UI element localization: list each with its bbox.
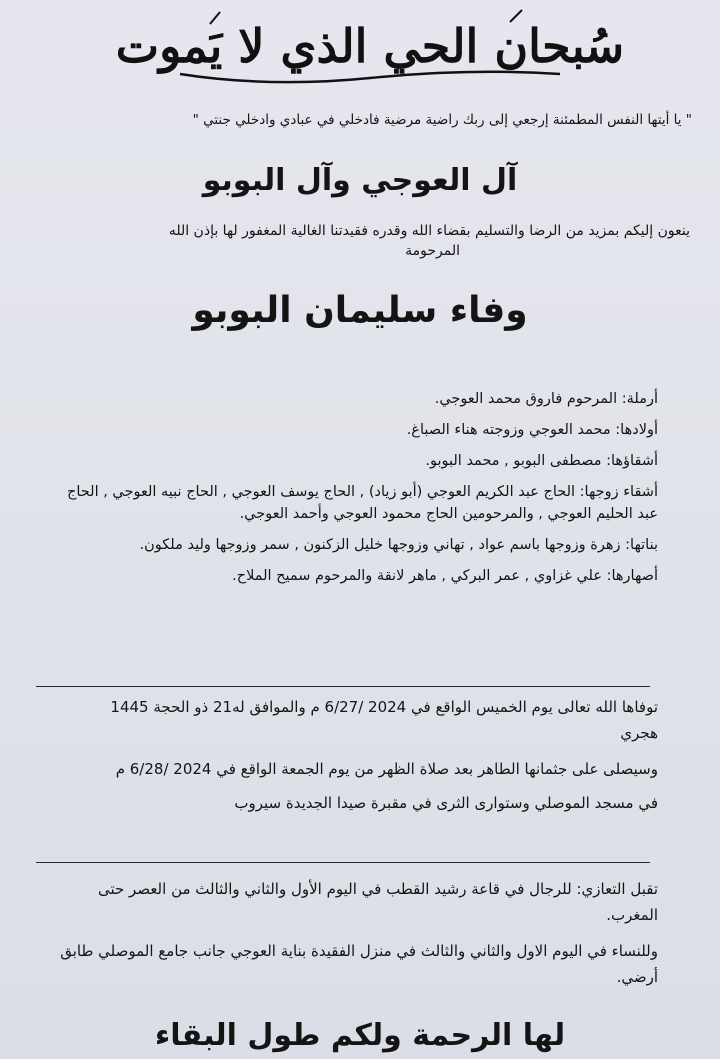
calligraphy-header — [115, 4, 625, 96]
closing-phrase: لها الرحمة ولكم طول البقاء — [154, 1018, 566, 1053]
divider — [36, 862, 650, 863]
divider — [36, 686, 650, 687]
relatives-list — [58, 388, 658, 596]
quran-verse: " يا أيتها النفس المطمئنة إرجعي إلى ربك راضية مرضية فادخلي في عبادي وادخلي جنتي " — [192, 112, 692, 128]
death-hijri: هجري — [620, 724, 658, 742]
death-notice — [48, 694, 658, 816]
condolences-women: وللنساء في اليوم الاول والثاني والثالث في منزل الفقيدة بناية العوجي جانب جامع الموصلي طابق أرضي. — [60, 942, 658, 986]
condolences-men: تقبل التعازي: للرجال في قاعة رشيد القطب في اليوم الأول والثاني والثالث من العصر حتى المغرب. — [97, 880, 658, 924]
announcement-line2: المرحومة — [405, 243, 460, 259]
condolences — [48, 876, 658, 990]
calligraphy-text: سُبحان الحي الذي لا يَموت — [115, 19, 625, 73]
funeral-line1: وسيصلى على جثمانها الطاهر بعد صلاة الظهر من يوم الجمعة الواقع في 2024 /6/28 م — [115, 760, 658, 778]
funeral-line2: في مسجد الموصلي وستوارى الثرى في مقبرة صيدا الجديدة سيروب — [234, 794, 658, 812]
relative-sons-in-law: أصهارها: علي غزاوي , عمر البركي , ماهر لانقة والمرحوم سميح الملاح. — [232, 568, 658, 584]
relative-in-laws: أشقاء زوجها: الحاج عبد الكريم العوجي (أبو زياد) , الحاج يوسف العوجي , الحاج نبيه العوجي , الحاج عبد الحليم العوجي , والمرحومين الحاج محمود العوجي وأحمد العوجي. — [67, 484, 658, 522]
relative-widow: أرملة: المرحوم فاروق محمد العوجي. — [434, 391, 658, 407]
relative-brothers: أشقاؤها: مصطفى البوبو , محمد البوبو. — [425, 453, 658, 469]
calligraphy-flourish — [180, 72, 560, 82]
deceased-name: وفاء سليمان البوبو — [192, 290, 528, 331]
relative-daughters: بناتها: زهرة وزوجها باسم عواد , تهاني وزوجها خليل الزكنون , سمر وزوجها وليد ملكون. — [139, 537, 658, 553]
announcement — [50, 221, 690, 261]
death-date-line: توفاها الله تعالى يوم الخميس الواقع في 2024 /6/27 م والموافق له21 ذو الحجة 1445 — [110, 698, 658, 716]
relative-children: أولادها: محمد العوجي وزوجته هناء الصباغ. — [406, 422, 658, 438]
announcement-line1: ينعون إليكم بمزيد من الرضا والتسليم بقضاء الله وقدره فقيدتنا الغالية المغفور لها بإذن الله — [168, 223, 690, 239]
families-title: آل العوجي وآل البوبو — [202, 163, 518, 198]
